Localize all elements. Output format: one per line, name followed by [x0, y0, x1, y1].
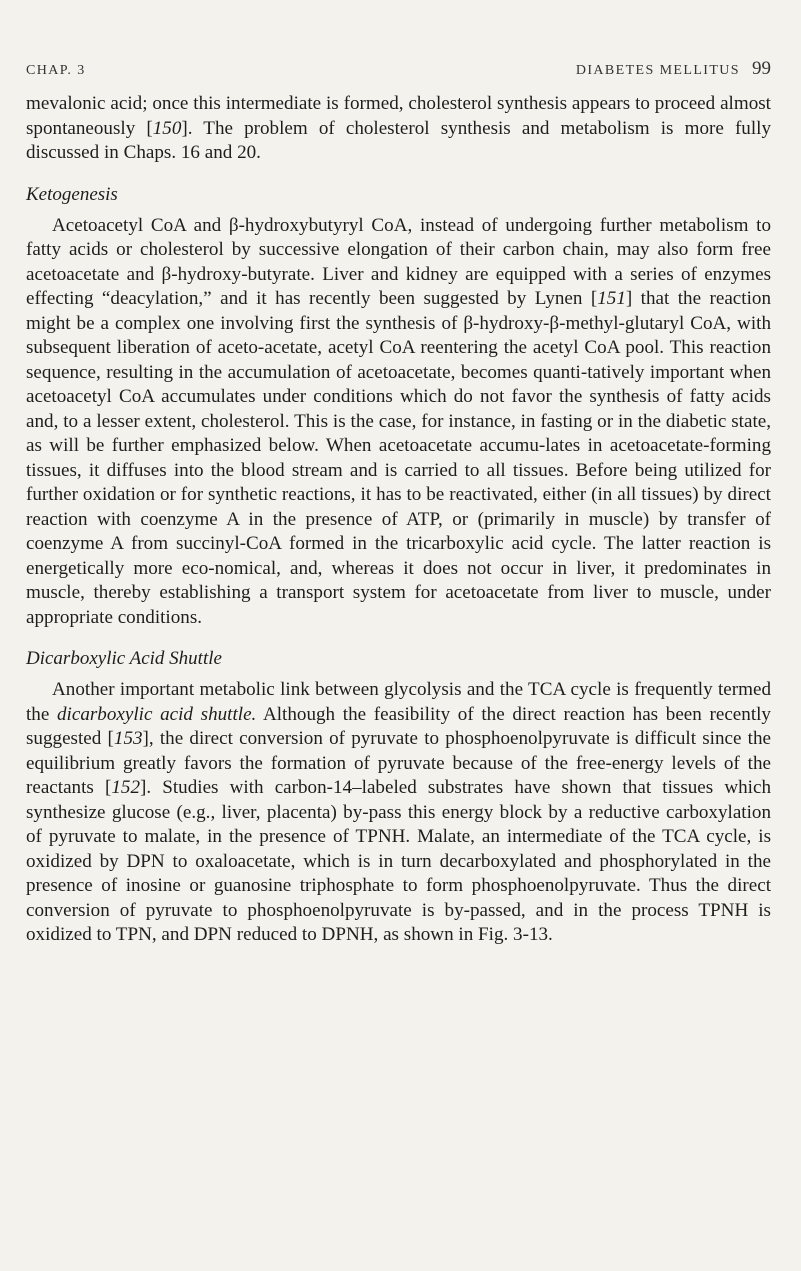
body-text: [26, 92, 771, 948]
text-run: Although the feasibility of the direct reaction has been recently suggested [: [26, 703, 771, 749]
emphasis-term: dicarboxylic acid shuttle.: [57, 703, 257, 725]
text-run: Acetoacetyl CoA and β-hydroxybutyryl CoA, instead of undergoing further metabolism to fatty acids or cholesterol by successive elongation of their carbon chain, may also form free acetoacetate and β-hydroxy-butyrate. Liver and kidney are equipped with a series of enzymes effecting “deacylation,” and it has recently been suggested by Lynen [: [26, 214, 771, 309]
running-title: DIABETES MELLITUS: [575, 63, 740, 78]
text-run: ] that the reaction might be a complex one involving first the synthesis of β-hydroxy-β-methyl-glutaryl CoA, with subsequent liberation of aceto-acetate, acetyl CoA reentering the acetyl CoA pool. This reaction sequence, resulting in the accumulation of acetoacetate, becomes quanti-tatively important when acetoacetyl CoA accumulates under conditions which do not favor the synthesis of fatty acids and, to a lesser extent, cholesterol. This is the case, for instance, in fasting or in the diabetic state, as will be further emphasized below. When acetoacetate accumu-lates in acetoacetate-forming tissues, it diffuses into the blood stream and is carried to all tissues. Before being utilized for further oxidation or for synthetic reactions, it has to be reactivated, either (in all tissues) by direct reaction with coenzyme A in the presence of ATP, or (primarily in muscle) by transfer of coenzyme A from succinyl-CoA formed in the tricarboxylic acid cycle. The latter reaction is energetically more eco-nomical, and, whereas it does not occur in liver, it predominates in muscle, thereby establishing a transport system for acetoacetate from liver to muscle, under appropriate conditions.: [26, 288, 771, 628]
section-heading-dicarboxylic: Dicarboxylic Acid Shuttle: [26, 648, 222, 669]
paragraph-continued: [26, 92, 771, 166]
reference-151: 151: [597, 288, 626, 309]
text-run: mevalonic acid; once this intermediate is formed, cholesterol synthesis appears to proceed almost spontaneously [: [26, 93, 771, 139]
section-heading-ketogenesis: Ketogenesis: [26, 183, 118, 205]
text-run: ]. Studies with carbon-14–labeled substrates have shown that tissues which synthesize glucose (e.g., liver, placenta) by-pass this energy block by a reductive carboxylation of pyruvate to malate, in the presence of TPNH. Malate, an intermediate of the TCA cycle, is oxidized by DPN to oxaloacetate, which is in turn decarboxylated and phosphorylated in the presence of inosine or guanosine triphosphate to form phosphoenolpyruvate. Thus the direct conversion of pyruvate to phosphoenolpyruvate is by-passed, and in the process TPNH is oxidized to TPN, and DPN reduced to DPNH, as shown in Fig. 3-13.: [26, 777, 771, 945]
chapter-label: CHAP. 3: [26, 63, 86, 78]
text-run: Another important metabolic link between glycolysis and the TCA cycle is frequently termed the: [26, 679, 771, 725]
running-head: [26, 58, 771, 88]
reference-150: 150: [152, 117, 182, 139]
paragraph-ketogenesis: [26, 214, 771, 631]
reference-153: 153: [113, 728, 143, 749]
running-head-right: [576, 58, 771, 80]
reference-152: 152: [111, 777, 140, 798]
paragraph-dicarboxylic: [26, 678, 771, 948]
text-run: ]. The problem of cholesterol synthesis and metabolism is more fully discussed in Chaps. 16 and 20.: [26, 117, 771, 163]
page-number: 99: [752, 58, 771, 79]
text-run: ], the direct conversion of pyruvate to phosphoenolpyruvate is difficult since the equilibrium greatly favors the formation of pyruvate because of the free-energy levels of the reactants [: [26, 728, 772, 798]
